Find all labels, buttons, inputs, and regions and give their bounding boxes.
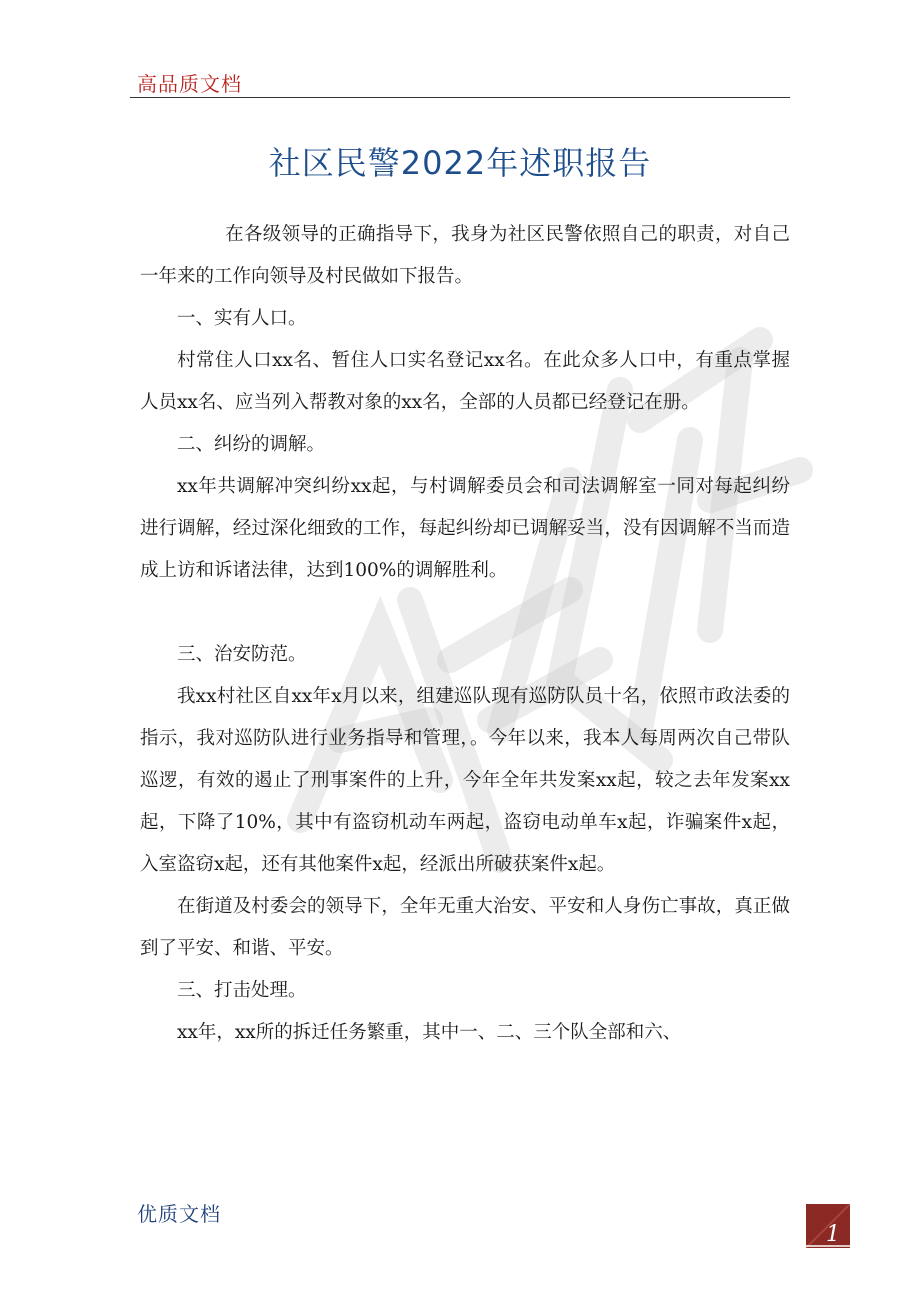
header-label: 高品质文档 xyxy=(137,72,242,96)
section-heading-enforcement: 三、打击处理。 xyxy=(177,980,307,1001)
section-heading-population: 一、实有人口。 xyxy=(177,308,307,329)
section-heading-security: 三、治安防范。 xyxy=(177,644,307,665)
paragraph-security: 我xx村社区自xx年x月以来，组建巡队现有巡防队员十名，依照市政法委的指示，我对巡防队进行业务指导和管理，。今年以来，我本人每周两次自己带队巡逻，有效的遏止了刑事案件的上升，今年全年共发案xx起，较之去年发案xx起，下降了10%，其中有盗窃机动车两起，盗窃电动单车x起，诈骗案件x起，入室盗窃x起，还有其他案件x起，经派出所破获案件x起。 xyxy=(140,686,790,875)
page-number: 1 xyxy=(826,1222,840,1247)
document-title: 社区民警2022年述职报告 xyxy=(268,144,652,182)
paragraph-intro: 在各级领导的正确指导下，我身为社区民警依照自己的职责，对自己一年来的工作向领导及村民做如下报告。 xyxy=(140,224,790,287)
paragraph-disputes: xx年共调解冲突纠纷xx起，与村调解委员会和司法调解室一同对每起纠纷进行调解，经过深化细致的工作，每起纠纷却已调解妥当，没有因调解不当而造成上访和诉诸法律，达到100%的调解胜利。 xyxy=(140,476,790,581)
paragraph-population: 村常住人口xx名、暂住人口实名登记xx名。在此众多人口中，有重点掌握人员xx名、应当列入帮教对象的xx名，全部的人员都已经登记在册。 xyxy=(140,350,790,413)
paragraph-enforcement: xx年，xx所的拆迁任务繁重，其中一、二、三个队全部和六、 xyxy=(177,1022,682,1043)
footer-label: 优质文档 xyxy=(137,1202,221,1226)
section-heading-disputes: 二、纠纷的调解。 xyxy=(177,434,326,455)
document-body xyxy=(140,214,790,1054)
paragraph-safety: 在街道及村委会的领导下，全年无重大治安、平安和人身伤亡事故，真正做到了平安、和谐、平安。 xyxy=(140,896,790,959)
header-divider xyxy=(130,97,790,98)
